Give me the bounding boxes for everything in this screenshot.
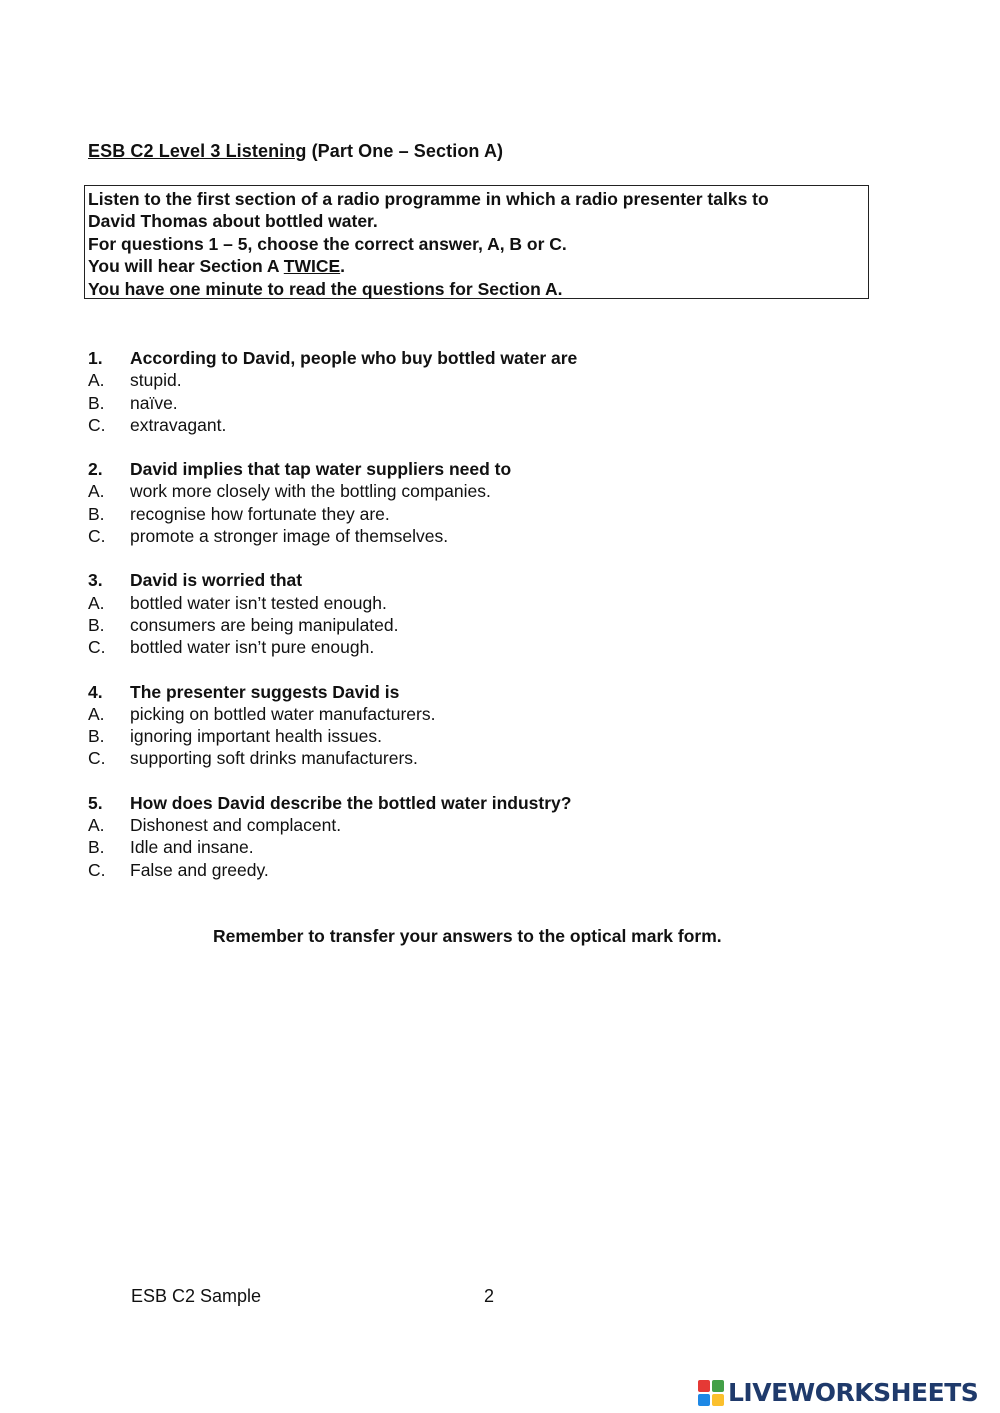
question-4 [88,681,888,770]
option-letter: B. [88,392,105,413]
header-subtitle: (Part One – Section A) [306,141,504,161]
option-letter: A. [88,592,105,613]
option-letter: A. [88,370,105,391]
option-letter: B. [88,837,105,858]
logo-tile [698,1394,710,1406]
question-1 [88,347,888,436]
option-text: stupid. [130,370,182,391]
option-b[interactable] [88,392,888,414]
option-c[interactable] [88,525,888,547]
question-text: David is worried that [130,570,303,591]
option-letter: A. [88,481,105,502]
page-number: 2 [484,1286,495,1306]
logo-text: LIVEWORKSHEETS [728,1378,979,1407]
option-text: False and greedy. [130,859,269,880]
option-b[interactable] [88,725,888,747]
twice-emphasis: TWICE [283,256,341,277]
option-text: Idle and insane. [130,837,254,858]
page-header [88,141,503,162]
liveworksheets-logo[interactable] [698,1378,978,1407]
option-b[interactable] [88,836,888,858]
question-text: David implies that tap water suppliers need to [130,459,512,480]
option-letter: B. [88,614,105,635]
option-text: recognise how fortunate they are. [130,503,390,524]
option-text: naïve. [130,392,178,413]
option-c[interactable] [88,636,888,658]
instructions-line: Listen to the first section of a radio programme in which a radio presenter talks to [88,189,769,209]
option-text: work more closely with the bottling companies. [130,481,491,502]
option-text: supporting soft drinks manufacturers. [130,748,418,769]
option-letter: C. [88,414,106,435]
instructions-line: You have one minute to read the questions for Section A. [88,278,563,299]
option-c[interactable] [88,414,888,436]
logo-tile [712,1380,724,1392]
liveworksheets-logo-icon [698,1380,724,1406]
question-5 [88,792,888,881]
option-letter: A. [88,815,105,836]
option-b[interactable] [88,503,888,525]
option-a[interactable] [88,480,888,502]
instructions-box [84,185,869,299]
question-number: 4. [88,681,103,702]
option-text: ignoring important health issues. [130,726,382,747]
footer-label: ESB C2 Sample [131,1286,262,1306]
option-text: extravagant. [130,414,227,435]
instructions-line: For questions 1 – 5, choose the correct answer, A, B or C. [88,233,567,254]
option-text: picking on bottled water manufacturers. [130,703,436,724]
option-letter: C. [88,637,106,658]
question-3 [88,569,888,658]
instructions-text: You will hear Section A [88,256,284,277]
question-2 [88,458,888,547]
option-text: Dishonest and complacent. [130,815,342,836]
option-a[interactable] [88,592,888,614]
instructions-text: . [340,256,346,277]
option-c[interactable] [88,747,888,769]
option-a[interactable] [88,369,888,391]
question-text: The presenter suggests David is [130,681,400,702]
reminder-note: Remember to transfer your answers to the optical mark form. [213,926,722,946]
question-number: 3. [88,570,103,591]
option-letter: C. [88,526,106,547]
option-letter: C. [88,748,106,769]
option-letter: B. [88,726,105,747]
question-text: How does David describe the bottled water industry? [130,792,572,813]
option-text: bottled water isn’t tested enough. [130,592,387,613]
option-c[interactable] [88,859,888,881]
header-title: ESB C2 Level 3 Listening [88,141,307,161]
option-text: bottled water isn’t pure enough. [130,637,375,658]
questions-list [88,347,888,903]
question-text: According to David, people who buy bottled water are [130,348,578,368]
option-a[interactable] [88,703,888,725]
option-text: consumers are being manipulated. [130,614,399,635]
option-letter: A. [88,703,105,724]
logo-tile [698,1380,710,1392]
logo-tile [712,1394,724,1406]
instructions-line: David Thomas about bottled water. [88,211,378,232]
option-letter: B. [88,503,105,524]
option-b[interactable] [88,614,888,636]
question-number: 5. [88,792,103,813]
question-number: 1. [88,348,103,368]
instructions-line [88,255,868,277]
option-a[interactable] [88,814,888,836]
option-letter: C. [88,859,106,880]
question-number: 2. [88,459,103,480]
option-text: promote a stronger image of themselves. [130,526,449,547]
